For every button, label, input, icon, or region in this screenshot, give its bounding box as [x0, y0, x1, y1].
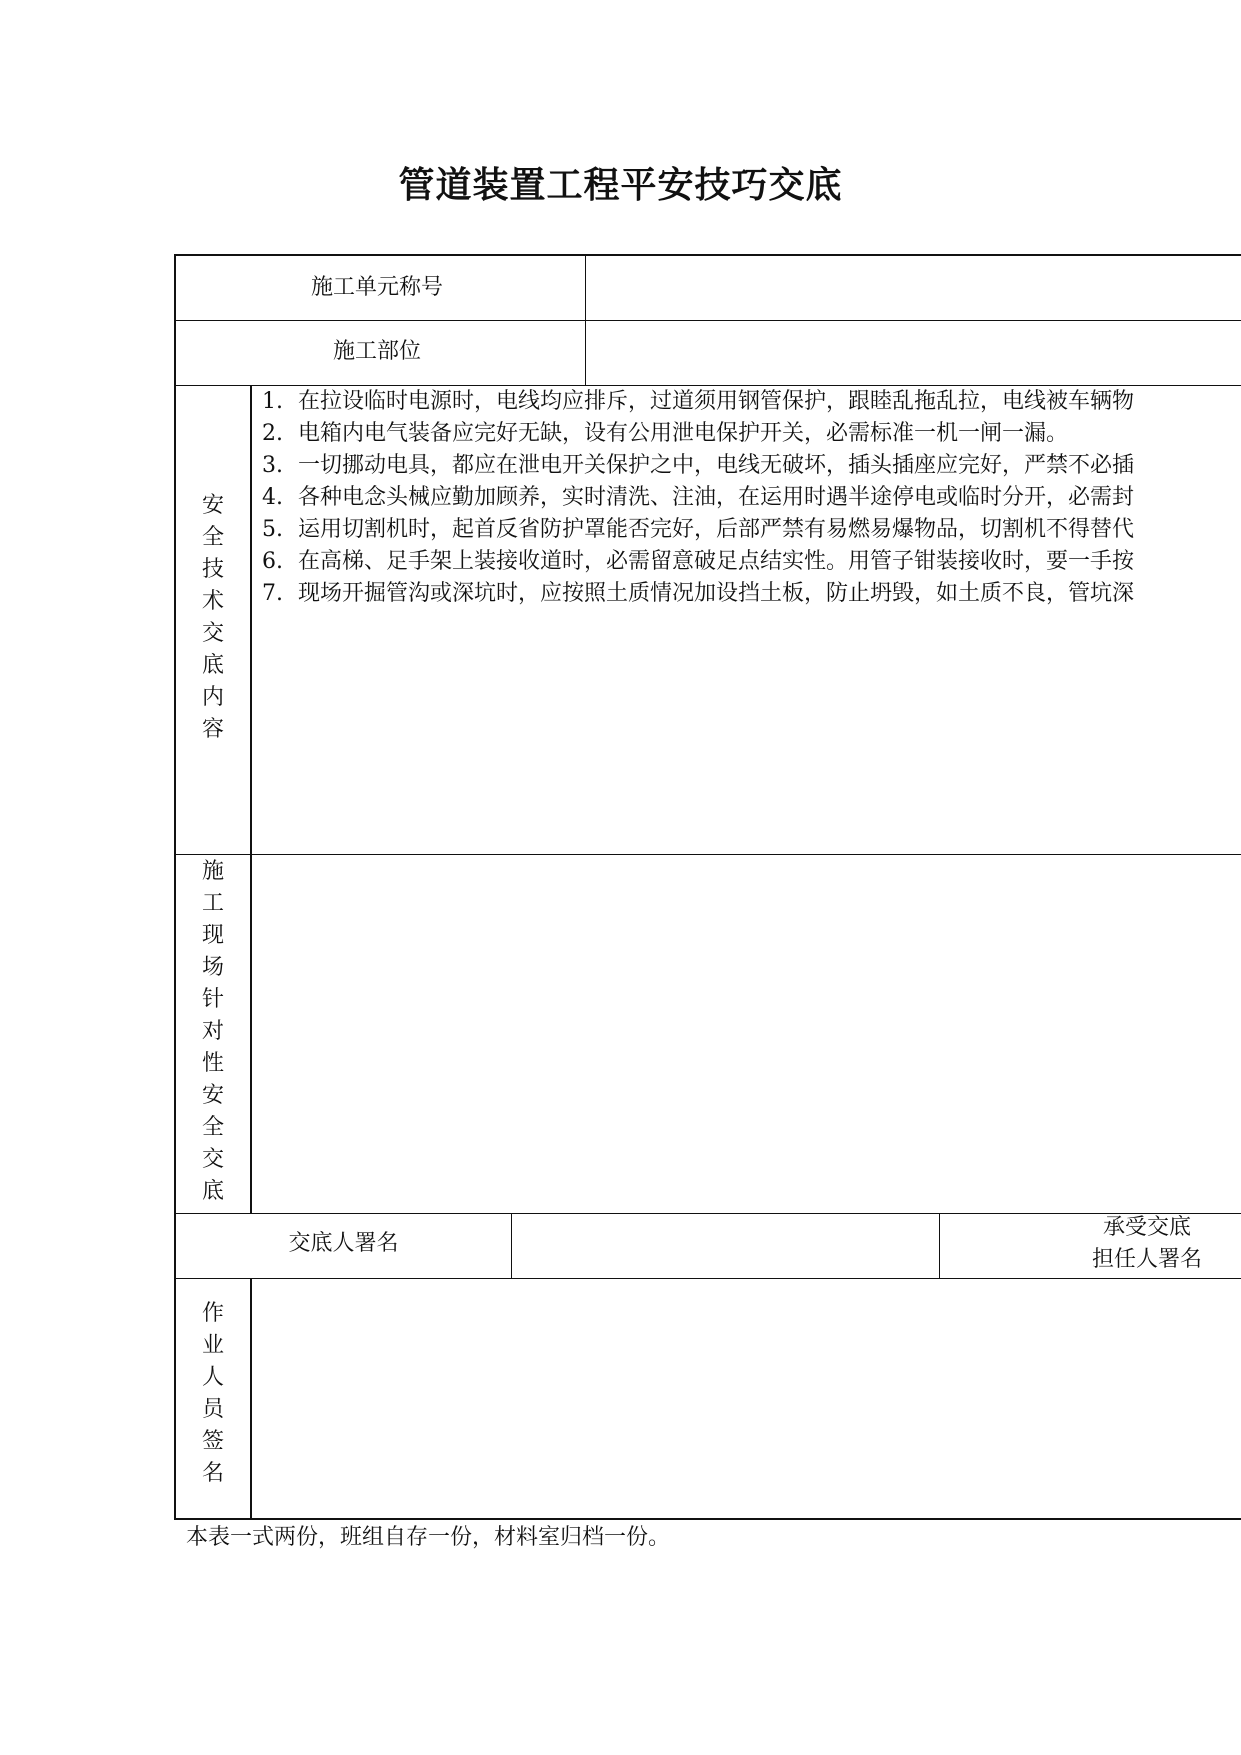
site-briefing-label-char: 施 [201, 859, 224, 884]
workers-signature-label-char: 名 [201, 1461, 224, 1486]
safety-content-label-char: 技 [201, 557, 224, 582]
column-divider [585, 256, 586, 385]
item-text: 电箱内电气装备应完好无缺，设有公用泄电保护开关，必需标准一机一闸一漏。 [298, 421, 1069, 446]
label-column-divider [250, 385, 252, 1213]
unit-name-label: 施工单元称号 [310, 275, 443, 300]
safety-content-label-char: 安 [201, 493, 224, 518]
site-briefing-label-char: 现 [201, 923, 224, 948]
safety-content-label-char: 容 [201, 717, 224, 742]
site-briefing-label-char: 性 [201, 1051, 224, 1076]
safety-content-item [252, 386, 1241, 418]
safety-content-label-char: 术 [201, 589, 224, 614]
safety-content-label-char: 底 [201, 653, 224, 678]
safety-content-label-char: 内 [201, 685, 224, 710]
safety-content-item [252, 482, 1241, 514]
item-text: 运用切割机时，起首反省防护罩能否完好，后部严禁有易燃易爆物品，切割机不得替代 [298, 517, 1135, 542]
item-number: 2. [262, 421, 283, 446]
item-number: 5. [262, 517, 283, 542]
workers-signature-field[interactable] [252, 1279, 1241, 1519]
item-number: 6. [262, 549, 283, 574]
signer-label: 交底人署名 [288, 1231, 399, 1256]
workers-signature-label-char: 签 [201, 1429, 224, 1454]
receiver-label-line1: 承受交底 [1102, 1215, 1191, 1240]
site-briefing-label-char: 场 [201, 955, 224, 980]
item-text: 在高梯、足手架上装接收道时，必需留意破足点结实性。用管子钳装接收时，要一手按 [298, 549, 1135, 574]
site-briefing-label-char: 底 [201, 1179, 224, 1204]
footer-note: 本表一式两份，班组自存一份，材料室归档一份。 [186, 1525, 671, 1550]
safety-content-item [252, 418, 1241, 450]
item-text: 各种电念头械应勤加顾养，实时清洗、注油，在运用时遇半途停电或临时分开，必需封 [298, 485, 1135, 510]
safety-content-label [176, 490, 250, 746]
workers-signature-label-char: 人 [201, 1365, 224, 1390]
site-briefing-label-char: 安 [201, 1083, 224, 1108]
signer-field[interactable] [512, 1213, 939, 1278]
safety-briefing-form [174, 254, 1241, 1520]
label-column-divider [250, 1278, 252, 1520]
site-briefing-label-char: 全 [201, 1115, 224, 1140]
workers-signature-label-char: 业 [201, 1333, 224, 1358]
item-number: 1. [262, 389, 283, 414]
receiver-label-line2: 担任人署名 [1091, 1247, 1202, 1272]
site-briefing-field[interactable] [252, 855, 1241, 1213]
location-label: 施工部位 [332, 339, 421, 364]
workers-signature-label-char: 员 [201, 1397, 224, 1422]
safety-content-item [252, 546, 1241, 578]
safety-content-label-char: 交 [201, 621, 224, 646]
item-number: 4. [262, 485, 283, 510]
site-briefing-label-char: 工 [201, 891, 224, 916]
workers-signature-label [176, 1298, 250, 1490]
safety-content-item [252, 514, 1241, 546]
site-briefing-label [176, 856, 250, 1208]
item-text: 在拉设临时电源时，电线均应排斥，过道须用钢管保护，跟睦乱拖乱拉，电线被车辆物 [298, 389, 1135, 414]
unit-name-field[interactable] [586, 256, 1241, 320]
page-title: 管道装置工程平安技巧交底 [398, 164, 843, 206]
item-text: 现场开掘管沟或深坑时，应按照土质情况加设挡土板，防止坍毁，如土质不良，管坑深 [298, 581, 1135, 606]
item-number: 7. [262, 581, 283, 606]
safety-content-item [252, 450, 1241, 482]
location-field[interactable] [586, 320, 1241, 385]
safety-content-item [252, 578, 1241, 610]
site-briefing-label-char: 对 [201, 1019, 224, 1044]
workers-signature-label-char: 作 [201, 1301, 224, 1326]
item-number: 3. [262, 453, 283, 478]
item-text: 一切挪动电具，都应在泄电开关保护之中，电线无破坏，插头插座应完好，严禁不必插 [298, 453, 1135, 478]
site-briefing-label-char: 交 [201, 1147, 224, 1172]
site-briefing-label-char: 针 [201, 987, 224, 1012]
safety-content-list [252, 386, 1241, 610]
safety-content-label-char: 全 [201, 525, 224, 550]
